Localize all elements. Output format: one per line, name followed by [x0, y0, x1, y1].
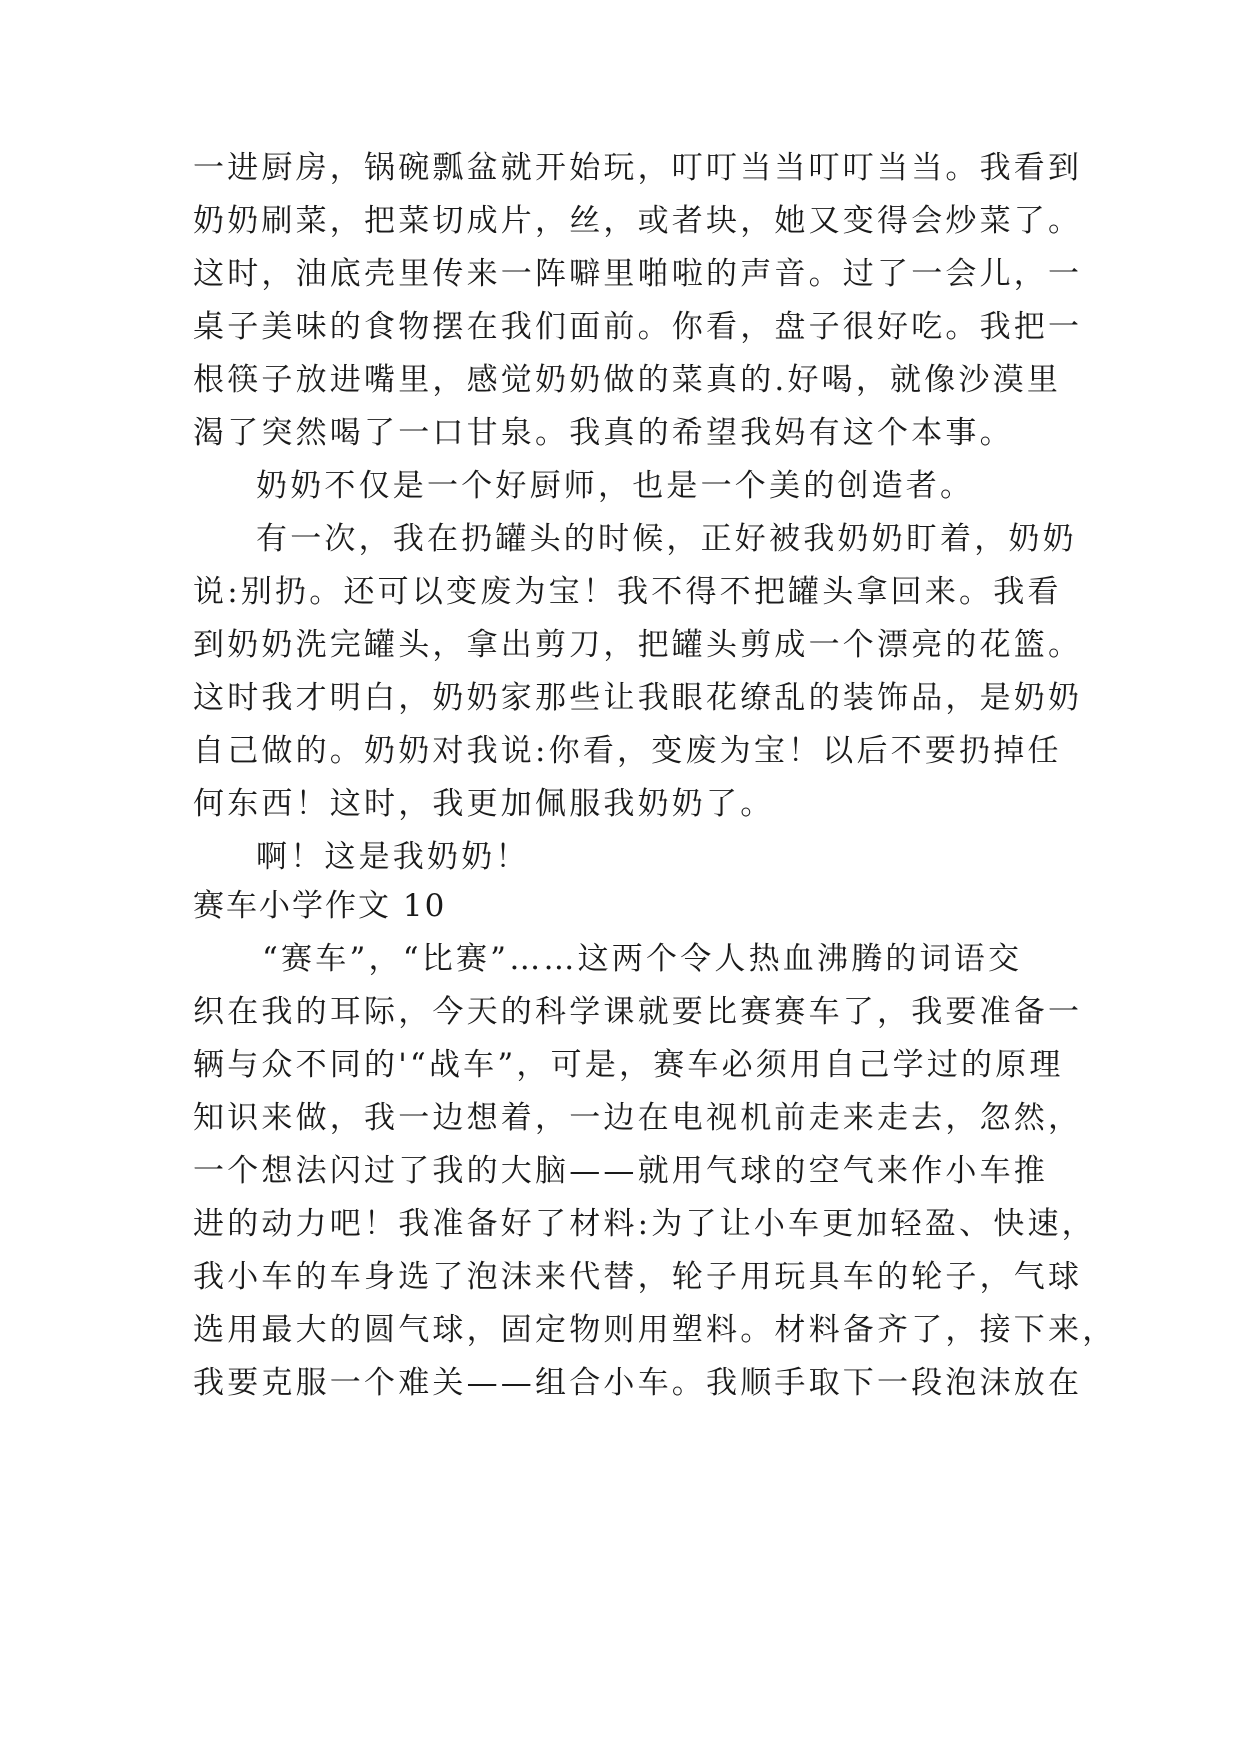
body-text-line: 渴了突然喝了一口甘泉。我真的希望我妈有这个本事。	[193, 415, 1014, 451]
body-text-line: 一个想法闪过了我的大脑——就用气球的空气来作小车推	[193, 1153, 1048, 1189]
section-heading: 赛车小学作文 10	[193, 888, 447, 924]
body-text-line: 织在我的耳际，今天的科学课就要比赛赛车了，我要准备一	[193, 994, 1083, 1030]
body-text-line: 根筷子放进嘴里，感觉奶奶做的菜真的.好喝，就像沙漠里	[193, 362, 1062, 398]
body-text-line: 自己做的。奶奶对我说:你看，变废为宝！以后不要扔掉任	[193, 733, 1062, 769]
body-text-line: 我要克服一个难关——组合小车。我顺手取下一段泡沫放在	[193, 1365, 1083, 1401]
body-text-line: 说:别扔。还可以变废为宝！我不得不把罐头拿回来。我看	[193, 574, 1062, 610]
body-text-line: 辆与众不同的'“战车”，可是，赛车必须用自己学过的原理	[193, 1047, 1064, 1083]
body-text-line: 桌子美味的食物摆在我们面前。你看，盘子很好吃。我把一	[193, 309, 1083, 345]
body-text-line: “赛车”，“比赛”……这两个令人热血沸腾的词语交	[262, 941, 1023, 977]
body-text-line: 选用最大的圆气球，固定物则用塑料。材料备齐了，接下来，	[193, 1312, 1117, 1348]
body-text-line: 奶奶不仅是一个好厨师，也是一个美的创造者。	[256, 468, 975, 504]
body-text-line: 一进厨房，锅碗瓢盆就开始玩，叮叮当当叮叮当当。我看到	[193, 150, 1083, 186]
body-text-line: 我小车的车身选了泡沫来代替，轮子用玩具车的轮子，气球	[193, 1259, 1083, 1295]
body-text-line: 这时，油底壳里传来一阵噼里啪啦的声音。过了一会儿，一	[193, 256, 1083, 292]
body-text-line: 这时我才明白，奶奶家那些让我眼花缭乱的装饰品，是奶奶	[193, 680, 1083, 716]
body-text-line: 啊！这是我奶奶！	[256, 839, 530, 875]
body-text-line: 进的动力吧！我准备好了材料:为了让小车更加轻盈、快速，	[193, 1206, 1096, 1242]
body-text-line: 奶奶刷菜，把菜切成片，丝，或者块，她又变得会炒菜了。	[193, 203, 1083, 239]
body-text-line: 到奶奶洗完罐头，拿出剪刀，把罐头剪成一个漂亮的花篮。	[193, 627, 1083, 663]
body-text-line: 知识来做，我一边想着，一边在电视机前走来走去，忽然，	[193, 1100, 1083, 1136]
body-text-line: 何东西！这时，我更加佩服我奶奶了。	[193, 786, 775, 822]
body-text-line: 有一次，我在扔罐头的时候，正好被我奶奶盯着，奶奶	[256, 521, 1077, 557]
